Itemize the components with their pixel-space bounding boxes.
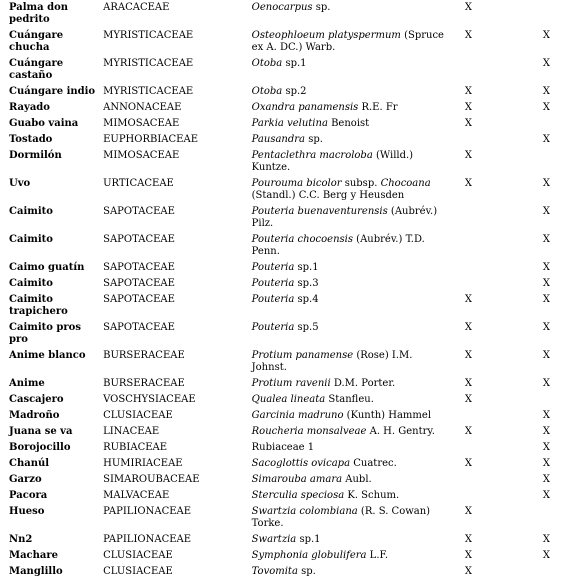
mark-col-2: X — [542, 410, 550, 421]
mark-col-1: X — [464, 2, 472, 13]
common-name-cell: Caimito — [9, 234, 53, 245]
mark-col-2: X — [542, 86, 550, 97]
species-cell — [252, 84, 445, 100]
mark-col-1 — [445, 260, 543, 276]
author-part: Aubl. — [342, 474, 372, 485]
author-part: sp.1 — [294, 262, 319, 273]
family-cell: SAPOTACEAE — [103, 278, 175, 289]
table-row — [0, 532, 581, 548]
family-cell: RUBIACEAE — [103, 442, 168, 453]
common-name-cell: Dormilón — [9, 150, 62, 161]
author-part: Rubiaceae 1 — [251, 442, 315, 453]
mark-col-2: X — [542, 102, 550, 113]
species-cell — [252, 100, 445, 116]
species-cell — [252, 408, 445, 424]
scientific-name-part: Otoba — [251, 58, 283, 69]
family-cell: BURSERACEAE — [103, 378, 185, 389]
mark-col-2: X — [542, 30, 550, 41]
scientific-name-part: Pourouma bicolor — [251, 178, 342, 189]
mark-col-1: X — [464, 506, 472, 517]
author-part: Stanfleu. — [325, 394, 374, 405]
family-cell: MIMOSACEAE — [103, 150, 180, 161]
scientific-name-part: Simarouba amara — [251, 474, 343, 485]
family-cell: MYRISTICACEAE — [103, 30, 194, 41]
family-cell: MYRISTICACEAE — [103, 86, 194, 97]
mark-col-2: X — [542, 442, 550, 453]
table-row — [0, 84, 581, 100]
scientific-name-part: Qualea lineata — [251, 394, 326, 405]
table-row — [0, 548, 581, 564]
mark-col-2: X — [542, 234, 550, 245]
species-cell — [252, 56, 445, 84]
common-name-cell: Cuángare chucha — [9, 30, 64, 53]
common-name-cell: Caimito trapichero — [9, 294, 68, 317]
common-name-cell: Chanúl — [9, 458, 50, 469]
author-part: (Spruce ex A. DC.) Warb. — [251, 30, 444, 53]
scientific-name-part: Pentaclethra macroloba — [251, 150, 373, 161]
family-cell: SAPOTACEAE — [103, 262, 175, 273]
species-cell — [252, 116, 445, 132]
family-cell: MIMOSACEAE — [103, 118, 180, 129]
table-row — [0, 204, 581, 232]
species-cell — [252, 472, 445, 488]
author-part: sp.3 — [294, 278, 319, 289]
family-cell: CLUSIACEAE — [103, 566, 173, 577]
species-cell — [252, 292, 445, 320]
common-name-cell: Manglillo — [9, 566, 63, 577]
author-part: D.M. Porter. — [330, 378, 396, 389]
author-part: (Rose) I.M. Johnst. — [251, 350, 413, 373]
mark-col-2: X — [542, 58, 550, 69]
table-row — [0, 504, 581, 532]
common-name-cell: Juana se va — [9, 426, 73, 437]
mark-col-2: X — [542, 426, 550, 437]
mark-col-1 — [445, 56, 543, 84]
species-cell — [252, 276, 445, 292]
mark-col-1: X — [464, 30, 472, 41]
common-name-cell: Machare — [9, 550, 59, 561]
family-cell: ANNONACEAE — [103, 102, 182, 113]
common-name-cell: Pacora — [9, 490, 48, 501]
mark-col-1: X — [464, 178, 472, 189]
common-name-cell: Caimo guatín — [9, 262, 85, 273]
mark-col-2: X — [542, 378, 550, 389]
scientific-name-part: Pausandra — [251, 134, 306, 145]
mark-col-1 — [445, 232, 543, 260]
common-name-cell: Cuángare castaño — [9, 58, 64, 81]
mark-col-1: X — [464, 458, 472, 469]
mark-col-1 — [445, 472, 543, 488]
family-cell: CLUSIACEAE — [103, 410, 173, 421]
species-cell — [252, 424, 445, 440]
mark-col-2 — [543, 504, 581, 532]
mark-col-2: X — [542, 178, 550, 189]
scientific-name-part: Otoba — [251, 86, 283, 97]
author-part: (Willd.) Kuntze. — [251, 150, 414, 173]
family-cell: SAPOTACEAE — [103, 234, 175, 245]
mark-col-2: X — [542, 322, 550, 333]
family-cell: SAPOTACEAE — [103, 294, 175, 305]
family-cell: SAPOTACEAE — [103, 322, 175, 333]
common-name-cell: Palma don pedrito — [9, 2, 69, 25]
table-row — [0, 0, 581, 28]
mark-col-2: X — [542, 534, 550, 545]
table-row — [0, 100, 581, 116]
table-row — [0, 376, 581, 392]
author-part: K. Schum. — [344, 490, 400, 501]
family-cell: SIMAROUBACEAE — [103, 474, 200, 485]
species-cell — [252, 456, 445, 472]
family-cell: BURSERACEAE — [103, 350, 185, 361]
species-cell — [252, 532, 445, 548]
table-row — [0, 176, 581, 204]
mark-col-2: X — [542, 350, 550, 361]
mark-col-2 — [543, 392, 581, 408]
species-cell — [252, 232, 445, 260]
author-part: sp. — [312, 2, 331, 13]
family-cell: SAPOTACEAE — [103, 206, 175, 217]
author-part: A. H. Gentry. — [366, 426, 435, 437]
author-part: subsp. — [341, 178, 381, 189]
mark-col-1: X — [464, 378, 472, 389]
common-name-cell: Uvo — [9, 178, 31, 189]
author-part: sp.1 — [282, 58, 307, 69]
author-part: (Standl.) C.C. Berg y Heusden — [251, 190, 405, 201]
scientific-name-part: Pouteria — [251, 262, 295, 273]
author-part: (Aubrév.) T.D. Penn. — [251, 234, 425, 257]
scientific-name-part: Oxandra panamensis — [251, 102, 359, 113]
scientific-name-part: Chocoana — [380, 178, 431, 189]
scientific-name-part: Roucheria monsalveae — [251, 426, 367, 437]
mark-col-1: X — [464, 426, 472, 437]
author-part: L.F. — [366, 550, 389, 561]
scientific-name-part: Pouteria — [251, 278, 295, 289]
species-cell — [252, 440, 445, 456]
mark-col-1 — [445, 408, 543, 424]
mark-col-1: X — [464, 118, 472, 129]
scientific-name-part: Tovomita — [251, 566, 298, 577]
author-part: sp.4 — [294, 294, 319, 305]
author-part: sp. — [297, 566, 316, 577]
common-name-cell: Anime blanco — [9, 350, 86, 361]
scientific-name-part: Protium panamense — [251, 350, 354, 361]
author-part: Cuatrec. — [350, 458, 397, 469]
mark-col-1: X — [464, 150, 472, 161]
author-part: Benoist — [327, 118, 370, 129]
table-row — [0, 132, 581, 148]
family-cell: PAPILIONACEAE — [103, 506, 192, 517]
family-cell: MYRISTICACEAE — [103, 58, 194, 69]
mark-col-1 — [445, 276, 543, 292]
author-part: (Aubrév.) Pilz. — [251, 206, 438, 229]
family-cell: URTICACEAE — [103, 178, 174, 189]
mark-col-2: X — [542, 294, 550, 305]
species-cell — [252, 548, 445, 564]
table-row — [0, 116, 581, 132]
common-name-cell: Rayado — [9, 102, 50, 113]
table-row — [0, 472, 581, 488]
table-row — [0, 424, 581, 440]
scientific-name-part: Swartzia colombiana — [251, 506, 358, 517]
mark-col-1: X — [464, 550, 472, 561]
species-cell — [252, 504, 445, 532]
species-cell — [252, 376, 445, 392]
mark-col-1: X — [464, 566, 472, 577]
table-row — [0, 292, 581, 320]
table-row — [0, 564, 581, 580]
common-name-cell: Cuángare indio — [9, 86, 96, 97]
scientific-name-part: Parkia velutina — [251, 118, 328, 129]
mark-col-2: X — [542, 134, 550, 145]
author-part: R.E. Fr — [358, 102, 398, 113]
mark-col-2 — [543, 564, 581, 580]
mark-col-2 — [543, 0, 581, 28]
scientific-name-part: Pouteria buenaventurensis — [251, 206, 388, 217]
species-cell — [252, 0, 445, 28]
common-name-cell: Tostado — [9, 134, 53, 145]
mark-col-1: X — [464, 102, 472, 113]
scientific-name-part: Protium ravenii — [251, 378, 331, 389]
table-row — [0, 260, 581, 276]
table-row — [0, 56, 581, 84]
common-name-cell: Caimito — [9, 278, 53, 289]
common-name-cell: Hueso — [9, 506, 45, 517]
common-name-cell: Madroño — [9, 410, 60, 421]
author-part: sp.2 — [282, 86, 307, 97]
author-part: sp. — [305, 134, 323, 145]
common-name-cell: Caimito — [9, 206, 53, 217]
family-cell: MALVACEAE — [103, 490, 170, 501]
mark-col-1: X — [464, 394, 472, 405]
mark-col-2: X — [542, 458, 550, 469]
mark-col-2: X — [542, 550, 550, 561]
species-cell — [252, 204, 445, 232]
species-cell — [252, 28, 445, 56]
scientific-name-part: Garcinia madruno — [251, 410, 344, 421]
common-name-cell: Borojocillo — [9, 442, 71, 453]
species-cell — [252, 148, 445, 176]
family-cell: PAPILIONACEAE — [103, 534, 192, 545]
mark-col-2: X — [542, 278, 550, 289]
family-cell: LINACEAE — [103, 426, 160, 437]
table-row — [0, 488, 581, 504]
scientific-name-part: Pouteria — [251, 294, 295, 305]
species-cell — [252, 320, 445, 348]
common-name-cell: Garzo — [9, 474, 42, 485]
author-part: (R. S. Cowan) Torke. — [251, 506, 431, 529]
table-row — [0, 456, 581, 472]
species-cell — [252, 392, 445, 408]
table-row — [0, 408, 581, 424]
scientific-name-part: Symphonia globulifera — [251, 550, 367, 561]
family-cell: EUPHORBIACEAE — [103, 134, 198, 145]
common-name-cell: Nn2 — [9, 534, 33, 545]
scientific-name-part: Oenocarpus — [251, 2, 313, 13]
common-name-cell: Cascajero — [9, 394, 64, 405]
mark-col-1 — [445, 488, 543, 504]
species-cell — [252, 488, 445, 504]
mark-col-1 — [445, 204, 543, 232]
mark-col-1: X — [464, 294, 472, 305]
scientific-name-part: Sterculia speciosa — [251, 490, 345, 501]
table-row — [0, 232, 581, 260]
family-cell: ARACACEAE — [103, 2, 170, 13]
scientific-name-part: Pouteria chocoensis — [251, 234, 353, 245]
family-cell: VOSCHYSIACEAE — [103, 394, 196, 405]
mark-col-1: X — [464, 322, 472, 333]
family-cell: HUMIRIACEAE — [103, 458, 183, 469]
table-row — [0, 440, 581, 456]
table-row — [0, 320, 581, 348]
species-cell — [252, 176, 445, 204]
table-row — [0, 148, 581, 176]
species-cell — [252, 132, 445, 148]
author-part: (Kunth) Hammel — [343, 410, 432, 421]
scientific-name-part: Pouteria — [251, 322, 295, 333]
mark-col-1: X — [464, 534, 472, 545]
table-row — [0, 28, 581, 56]
table-row — [0, 392, 581, 408]
scientific-name-part: Sacoglottis ovicapa — [251, 458, 351, 469]
mark-col-2: X — [542, 490, 550, 501]
mark-col-1: X — [464, 86, 472, 97]
mark-col-2: X — [542, 474, 550, 485]
mark-col-1 — [445, 440, 543, 456]
common-name-cell: Guabo vaina — [9, 118, 79, 129]
common-name-cell: Anime — [9, 378, 45, 389]
species-cell — [252, 564, 445, 580]
mark-col-2: X — [542, 262, 550, 273]
mark-col-1: X — [464, 350, 472, 361]
mark-col-1 — [445, 132, 543, 148]
mark-col-2 — [543, 116, 581, 132]
scientific-name-part: Osteophloeum platyspermum — [251, 30, 401, 41]
table-row — [0, 348, 581, 376]
mark-col-2: X — [542, 206, 550, 217]
author-part: sp.1 — [296, 534, 321, 545]
family-cell: CLUSIACEAE — [103, 550, 173, 561]
scientific-name-part: Swartzia — [251, 534, 297, 545]
species-cell — [252, 348, 445, 376]
species-cell — [252, 260, 445, 276]
common-name-cell: Caimito pros pro — [9, 322, 81, 345]
table-row — [0, 276, 581, 292]
mark-col-2 — [543, 148, 581, 176]
author-part: sp.5 — [294, 322, 319, 333]
